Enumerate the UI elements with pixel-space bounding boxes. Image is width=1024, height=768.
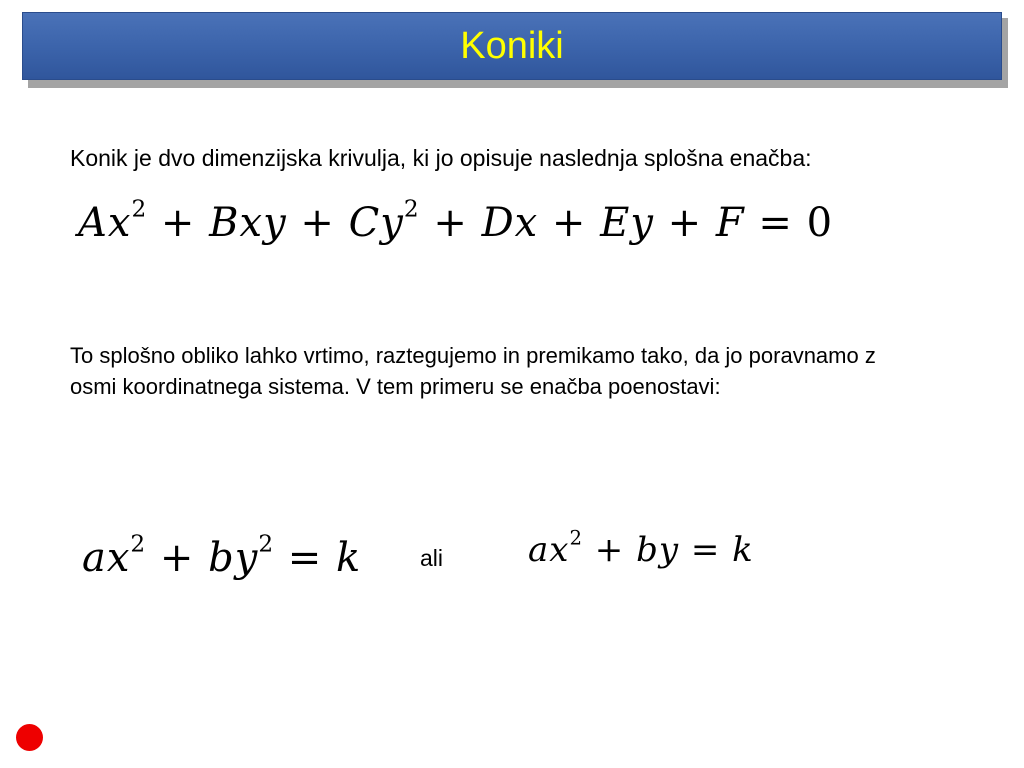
connector-text: ali — [420, 545, 444, 571]
general-conic-equation: $Ax^2$ + Bxy + $Cy^2 + Dx + Ey + F = 0$ — [78, 195, 834, 246]
navigation-dot-icon[interactable] — [16, 724, 43, 751]
simplified-equation-2: $ax^2$ + by = k — [528, 526, 754, 570]
simplified-equation-1: $ax^2 + by^2 = k$ — [82, 530, 362, 581]
slide-title: Koniki — [460, 25, 564, 67]
simplification-paragraph: To splošno obliko lahko vrtimo, raztegujemo in premikamo tako, da jo poravnamo z osmi koordinatnega sistema. V tem primeru se enačba poenostavi: — [70, 343, 876, 399]
title-bar — [22, 12, 1002, 80]
intro-text: Konik je dvo dimenzijska krivulja, ki jo opisuje naslednja splošna enačba: — [70, 145, 812, 171]
